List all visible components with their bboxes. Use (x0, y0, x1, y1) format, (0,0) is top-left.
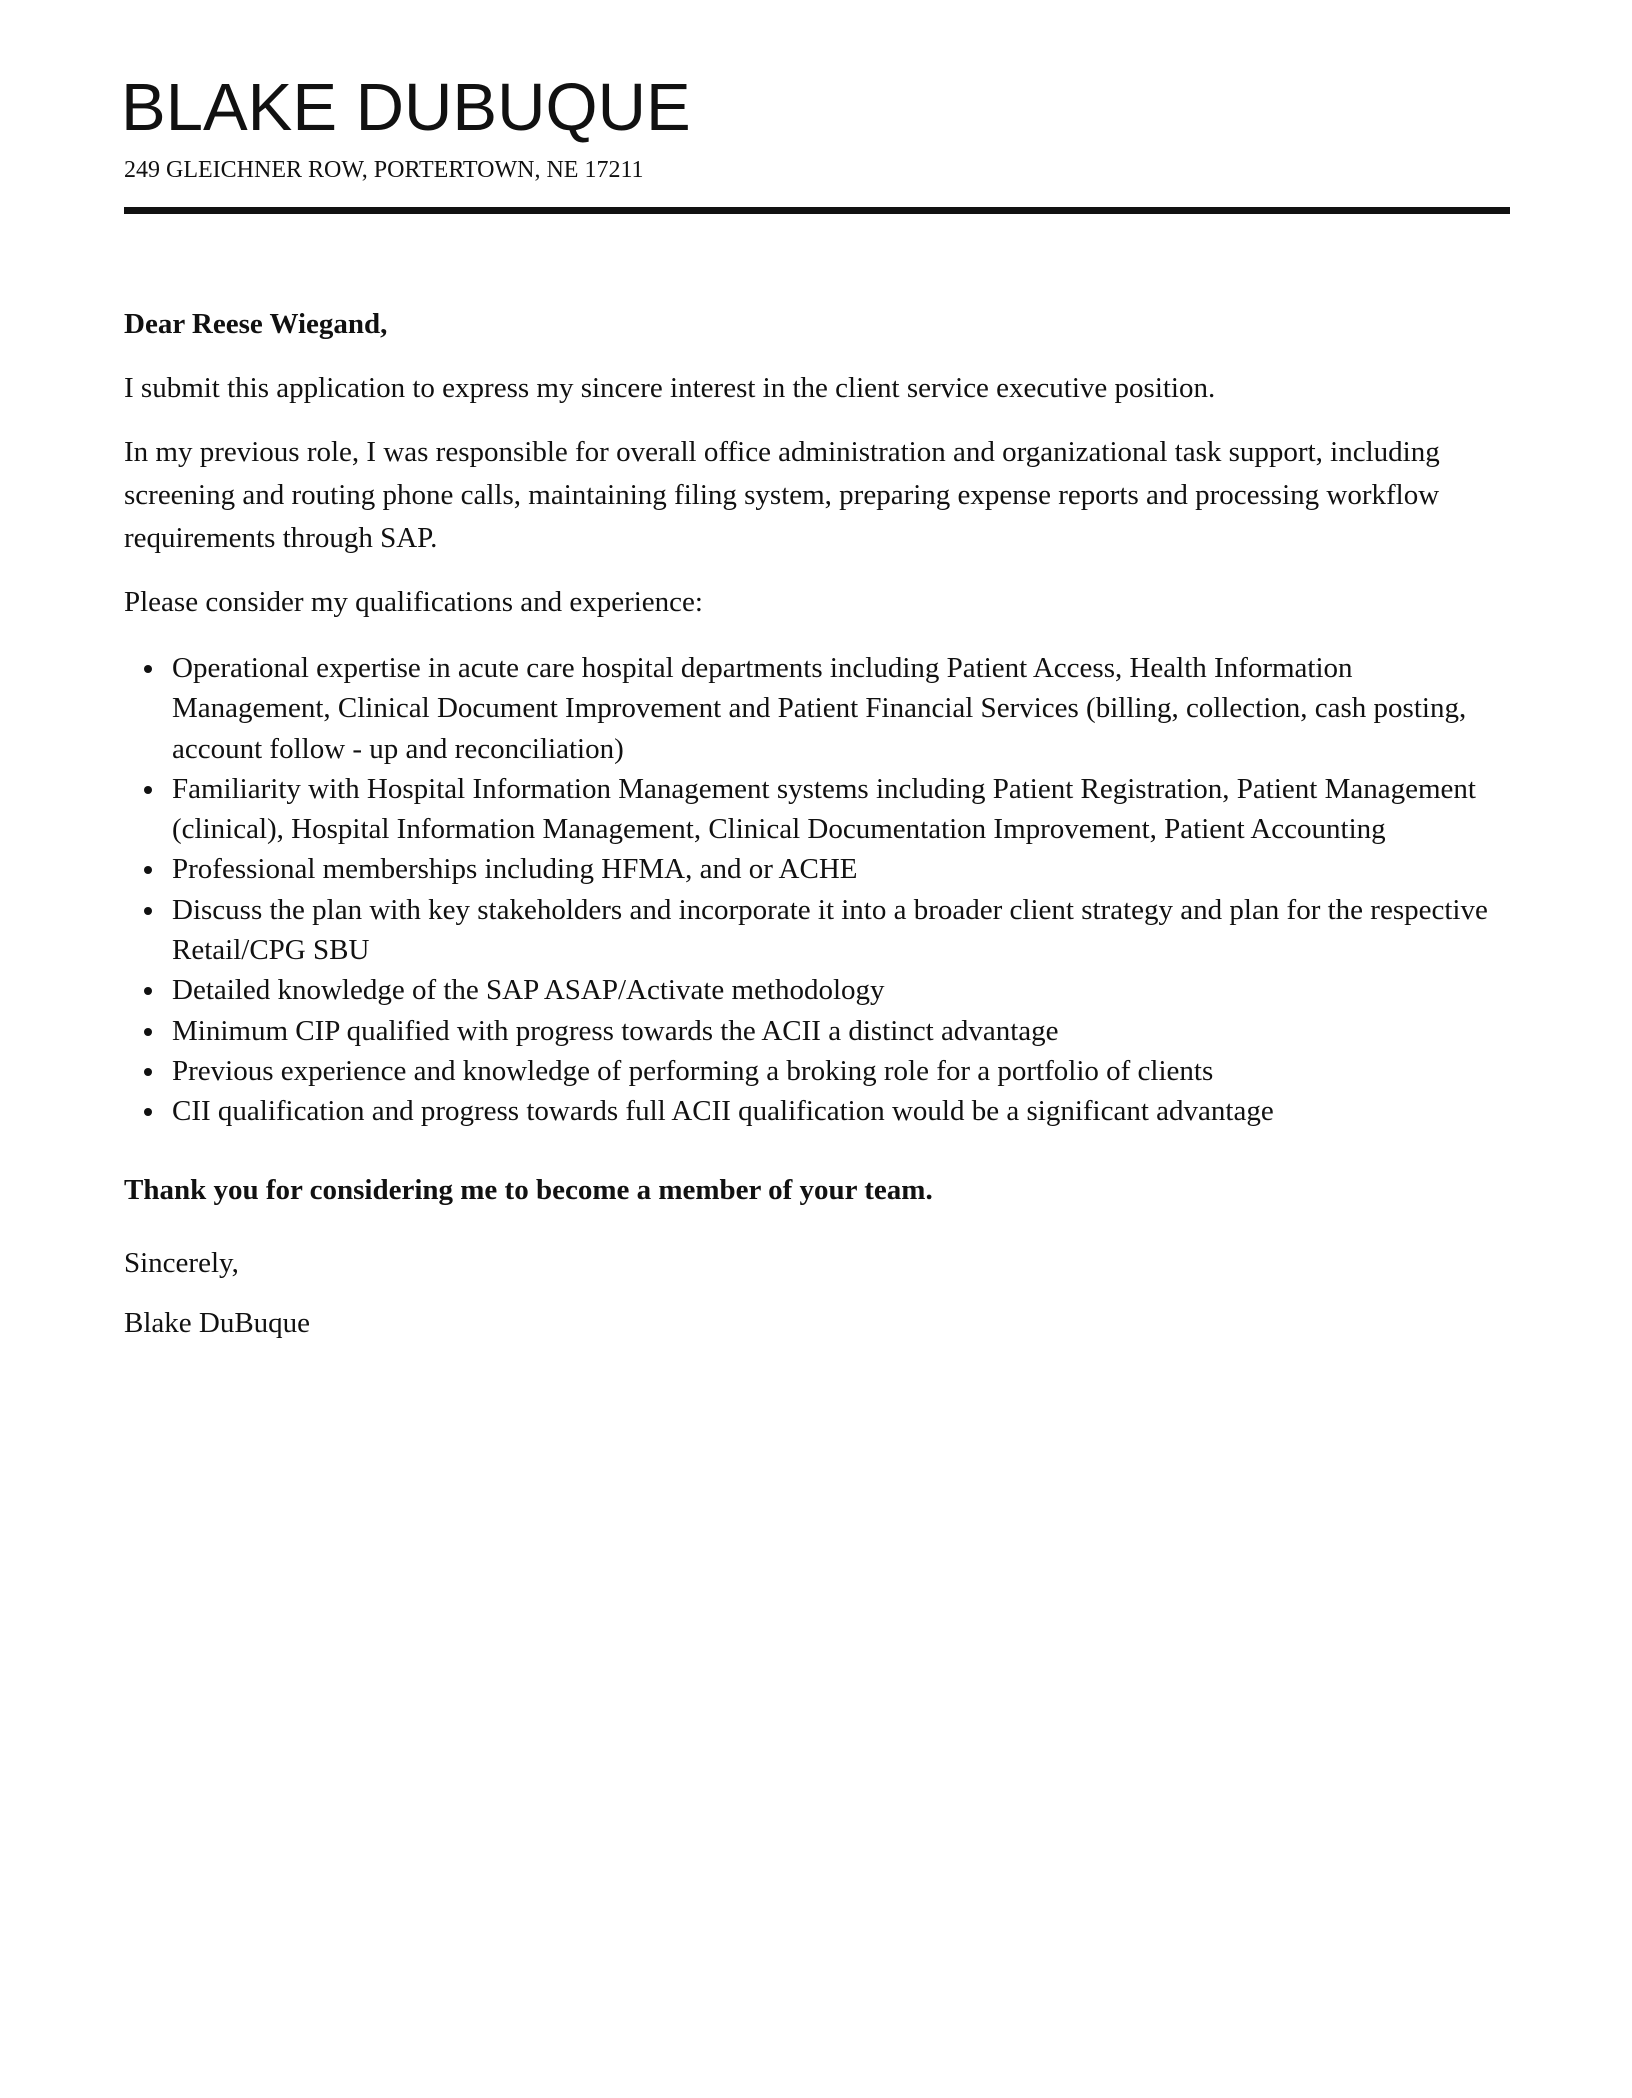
list-item: Detailed knowledge of the SAP ASAP/Activate methodology (172, 970, 1510, 1010)
applicant-address: 249 GLEICHNER ROW, PORTERTOWN, NE 17211 (124, 157, 644, 183)
experience-paragraph: In my previous role, I was responsible for overall office administration and organizational task support, including screening and routing phone calls, maintaining filing system, preparing expense reports and processing workflow requirements through SAP. (124, 436, 1440, 554)
salutation: Dear Reese Wiegand, (124, 308, 388, 340)
qualifications-list (124, 648, 1510, 1132)
list-item: Discuss the plan with key stakeholders and incorporate it into a broader client strategy and plan for the respective Retail/CPG SBU (172, 890, 1510, 971)
list-item: CII qualification and progress towards full ACII qualification would be a significant advantage (172, 1091, 1510, 1131)
intro-paragraph: I submit this application to express my sincere interest in the client service executive position. (124, 372, 1216, 404)
valediction: Sincerely, (124, 1246, 239, 1279)
cover-letter-page (121, 62, 1510, 1353)
list-item: Previous experience and knowledge of performing a broking role for a portfolio of clients (172, 1051, 1510, 1091)
header-divider (124, 207, 1510, 214)
list-intro: Please consider my qualifications and experience: (124, 586, 703, 618)
sign-off (124, 1233, 1510, 1353)
signature: Blake DuBuque (124, 1306, 311, 1339)
list-item: Minimum CIP qualified with progress towards the ACII a distinct advantage (172, 1011, 1510, 1051)
list-item: Operational expertise in acute care hospital departments including Patient Access, Health Information Management, Clinical Document Improvement and Patient Financial Services (billing, collection, cash posting, account follow - up and reconciliation) (172, 648, 1510, 769)
list-item: Professional memberships including HFMA, and or ACHE (172, 849, 1510, 889)
closing-line: Thank you for considering me to become a member of your team. (124, 1173, 933, 1206)
applicant-name: BLAKE DUBUQUE (121, 70, 691, 145)
list-item: Familiarity with Hospital Information Management systems including Patient Registration, Patient Management (clinical), Hospital Information Management, Clinical Documentation Improvement, Patient Accounting (172, 769, 1510, 850)
